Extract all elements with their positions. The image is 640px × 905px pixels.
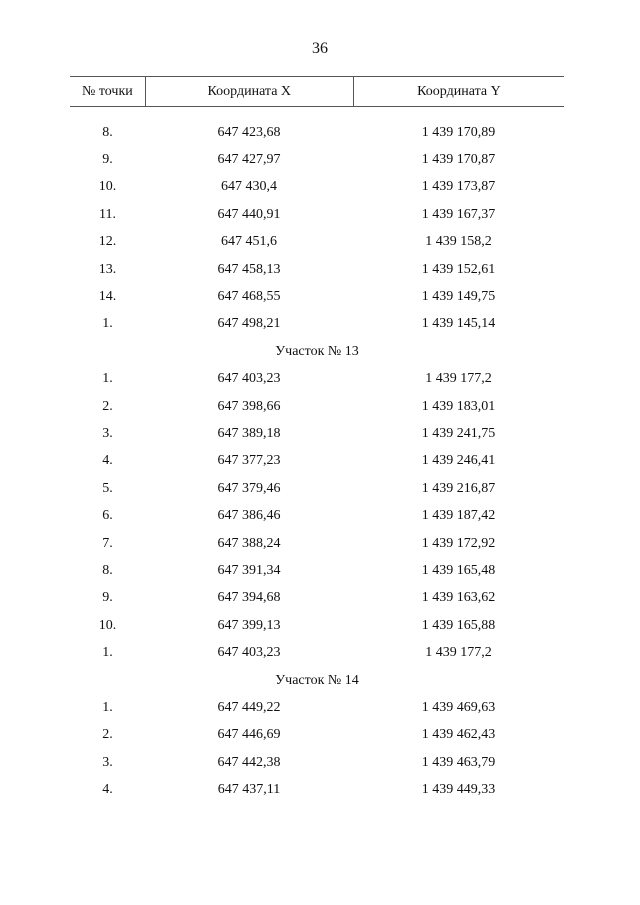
coordinate-x-cell: 647 377,23 <box>217 453 281 469</box>
point-number-cell: 3. <box>102 754 113 770</box>
point-number-cell: 9. <box>102 152 113 168</box>
section-heading: Участок № 14 <box>275 672 359 688</box>
table-row <box>70 585 564 612</box>
point-number-cell: 1. <box>102 645 113 661</box>
coordinate-x-cell: 647 446,69 <box>217 727 281 743</box>
point-number-cell: 1. <box>102 699 113 715</box>
table-row <box>70 283 564 310</box>
point-number-cell: 5. <box>102 480 113 496</box>
point-number-cell: 1. <box>102 371 113 387</box>
coordinate-x-cell: 647 451,6 <box>221 234 277 250</box>
point-number-cell: 10. <box>98 617 117 633</box>
table-row <box>70 639 564 666</box>
coordinate-x-cell: 647 379,46 <box>217 480 281 496</box>
point-number-cell: 2. <box>102 727 113 743</box>
coordinate-y-cell: 1 439 158,2 <box>425 234 492 250</box>
coordinate-x-cell: 647 498,21 <box>217 316 281 332</box>
coordinate-x-cell: 647 403,23 <box>217 371 281 387</box>
point-number-cell: 2. <box>102 398 113 414</box>
table-row <box>70 201 564 228</box>
coordinate-y-cell: 1 439 152,61 <box>421 261 496 277</box>
section-heading: Участок № 13 <box>275 344 359 360</box>
point-number-cell: 10. <box>98 179 117 195</box>
coordinate-y-cell: 1 439 173,87 <box>421 179 496 195</box>
table-row <box>70 146 564 173</box>
table-body <box>70 119 564 804</box>
coordinate-y-cell: 1 439 469,63 <box>421 699 496 715</box>
coordinates-table <box>70 76 564 804</box>
point-number-cell: 14. <box>98 289 117 305</box>
table-row <box>70 420 564 447</box>
table-row <box>70 722 564 749</box>
coordinate-y-cell: 1 439 172,92 <box>421 535 496 551</box>
coordinate-y-cell: 1 439 216,87 <box>421 480 496 496</box>
point-number-cell: 4. <box>102 453 113 469</box>
coordinate-x-cell: 647 403,23 <box>217 645 281 661</box>
coordinate-x-cell: 647 423,68 <box>217 124 281 140</box>
coordinate-x-cell: 647 391,34 <box>217 562 281 578</box>
header-coordinate-x: Координата X <box>145 77 353 106</box>
table-row <box>70 256 564 283</box>
table-row <box>70 229 564 256</box>
point-number-cell: 11. <box>99 206 116 222</box>
coordinate-x-cell: 647 399,13 <box>217 617 281 633</box>
table-row <box>70 475 564 502</box>
point-number-cell: 1. <box>102 316 113 332</box>
table-row <box>70 557 564 584</box>
point-number-cell: 13. <box>98 261 117 277</box>
coordinate-y-cell: 1 439 170,87 <box>421 152 496 168</box>
coordinate-x-cell: 647 388,24 <box>217 535 281 551</box>
header-point-number: № точки <box>81 83 133 99</box>
coordinate-y-cell: 1 439 183,01 <box>421 398 496 414</box>
table-row <box>70 749 564 776</box>
table-row <box>70 530 564 557</box>
table-row <box>70 174 564 201</box>
coordinate-x-cell: 647 430,4 <box>221 179 277 195</box>
table-row <box>70 502 564 529</box>
coordinate-y-cell: 1 439 177,2 <box>425 371 492 387</box>
point-number-cell: 8. <box>102 562 113 578</box>
coordinate-y-cell: 1 439 149,75 <box>421 289 496 305</box>
coordinate-y-cell: 1 439 165,48 <box>421 562 496 578</box>
coordinate-y-cell: 1 439 145,14 <box>421 316 496 332</box>
table-row <box>70 393 564 420</box>
coordinate-y-cell: 1 439 449,33 <box>421 782 496 798</box>
coordinate-y-cell: 1 439 187,42 <box>421 508 496 524</box>
point-number-cell: 3. <box>102 425 113 441</box>
coordinate-y-cell: 1 439 163,62 <box>421 590 496 606</box>
coordinate-x-cell: 647 458,13 <box>217 261 281 277</box>
point-number-cell: 6. <box>102 508 113 524</box>
coordinate-y-cell: 1 439 246,41 <box>421 453 496 469</box>
point-number-cell: 12. <box>98 234 117 250</box>
table-row <box>70 612 564 639</box>
coordinate-y-cell: 1 439 241,75 <box>421 425 496 441</box>
table-row <box>70 311 564 338</box>
table-row <box>70 694 564 721</box>
header-coordinate-y: Координата Y <box>353 77 564 106</box>
coordinate-y-cell: 1 439 462,43 <box>421 727 496 743</box>
point-number-cell: 8. <box>102 124 113 140</box>
table-header <box>70 76 564 107</box>
coordinate-x-cell: 647 398,66 <box>217 398 281 414</box>
coordinate-x-cell: 647 449,22 <box>217 699 281 715</box>
table-row <box>70 119 564 146</box>
coordinate-x-cell: 647 440,91 <box>217 206 281 222</box>
table-row <box>70 448 564 475</box>
coordinate-x-cell: 647 437,11 <box>217 782 281 798</box>
coordinate-x-cell: 647 386,46 <box>217 508 281 524</box>
coordinate-y-cell: 1 439 165,88 <box>421 617 496 633</box>
coordinate-y-cell: 1 439 463,79 <box>421 754 496 770</box>
coordinate-y-cell: 1 439 177,2 <box>425 645 492 661</box>
point-number-cell: 7. <box>102 535 113 551</box>
point-number-cell: 9. <box>102 590 113 606</box>
coordinate-x-cell: 647 427,97 <box>217 152 281 168</box>
coordinate-y-cell: 1 439 167,37 <box>421 206 496 222</box>
coordinate-x-cell: 647 394,68 <box>217 590 281 606</box>
coordinate-y-cell: 1 439 170,89 <box>421 124 496 140</box>
page-number: 36 <box>312 40 328 57</box>
table-row <box>70 776 564 803</box>
coordinate-x-cell: 647 389,18 <box>217 425 281 441</box>
coordinate-x-cell: 647 468,55 <box>217 289 281 305</box>
point-number-cell: 4. <box>102 782 113 798</box>
coordinate-x-cell: 647 442,38 <box>217 754 281 770</box>
table-row <box>70 366 564 393</box>
